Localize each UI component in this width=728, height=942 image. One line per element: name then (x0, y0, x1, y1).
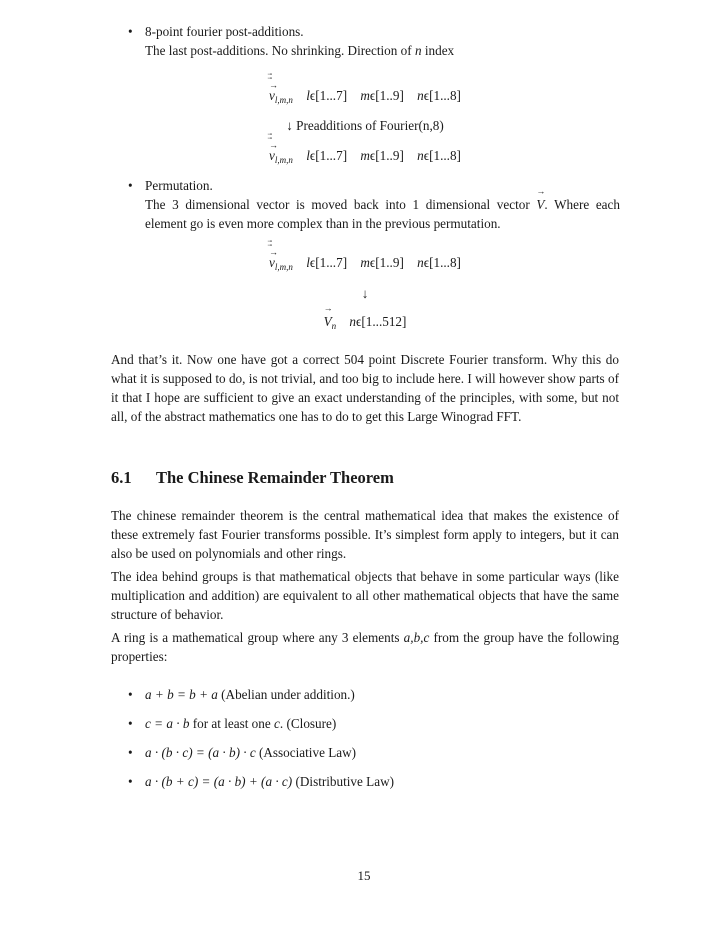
vector-v: → v (269, 80, 279, 103)
section-title: The Chinese Remainder Theorem (156, 468, 394, 487)
paragraph-groups: The idea behind groups is that mathematical objects that behave in some particular ways (like multiplication and addition) are equivalent to all other mathematical objects that have the same structure of behavior. (111, 569, 619, 622)
equation-operation: ↓ Preadditions of Fourier(n,8) (286, 118, 444, 133)
bullet-dot: • (128, 774, 133, 789)
bullet-title: 8-point fourier post-additions. (145, 24, 304, 39)
equation-down-arrow: ↓ (361, 286, 369, 301)
property-text: a · (b · c) = (a · b) · c (Associative Law) (145, 745, 357, 760)
equation-permutation-source: → $v_{l,m,n}$ lϵ[1...7] mϵ[1..9] nϵ[1...8] (269, 247, 461, 272)
property-text: a · (b + c) = (a · b) + (a · c) (Distributive Law) (145, 774, 394, 789)
equation-vector-before: → $v_{l,m,n}$ lϵ[1...7] mϵ[1..9] nϵ[1...8] (269, 80, 461, 105)
section-number: 6.1 (111, 468, 132, 487)
equation-permutation-target: → $V_n$ nϵ[1...512] (323, 303, 407, 331)
bullet-dot: • (128, 745, 133, 760)
vector-v: → v (269, 140, 279, 163)
bullet-description: The 3 dimensional vector is moved back into 1 dimensional vector → V. Where each element go is even more complex than in the previous permutation. (145, 186, 620, 231)
bullet-text (145, 176, 620, 233)
equation-vector-after: → $v_{l,m,n}$ lϵ[1...7] mϵ[1..9] nϵ[1...8] (269, 140, 461, 165)
bullet-dot: • (128, 687, 133, 702)
paragraph-crt-intro: The chinese remainder theorem is the central mathematical idea that makes the existence of these extremely fast Fourier transforms possible. It’s simplest form apply to integers, but it can also be used on polynomials and other rings. (111, 508, 619, 561)
bullet-dot: • (128, 716, 133, 731)
page-number: 15 (357, 868, 371, 883)
bullet-description: The last post-additions. No shrinking. Direction of n index (145, 43, 455, 58)
bullet-title: Permutation. (145, 178, 213, 193)
bullet-dot: • (128, 178, 133, 193)
vector-V: → V (323, 303, 333, 329)
paragraph-conclusion: And that’s it. Now one have got a correct 504 point Discrete Fourier transform. Why this do what it is supposed to do, is not trivial, and too big to include here. I will however show parts of it that I hope are sufficient to give an exact understanding of the principles, with some, but not all, of the abstract mathematics one has to do to get this Large Winograd FFT. (111, 352, 619, 424)
bullet-text (145, 22, 620, 60)
paragraph-ring-definition: A ring is a mathematical group where any 3 elements a,b,c from the group have the following properties: (111, 630, 619, 664)
section-heading (111, 468, 394, 488)
property-text: c = a · b for at least one c. (Closure) (145, 716, 337, 731)
bullet-dot: • (128, 24, 133, 39)
property-text: a + b = b + a (Abelian under addition.) (145, 687, 355, 702)
vector-v: → v (269, 247, 279, 270)
